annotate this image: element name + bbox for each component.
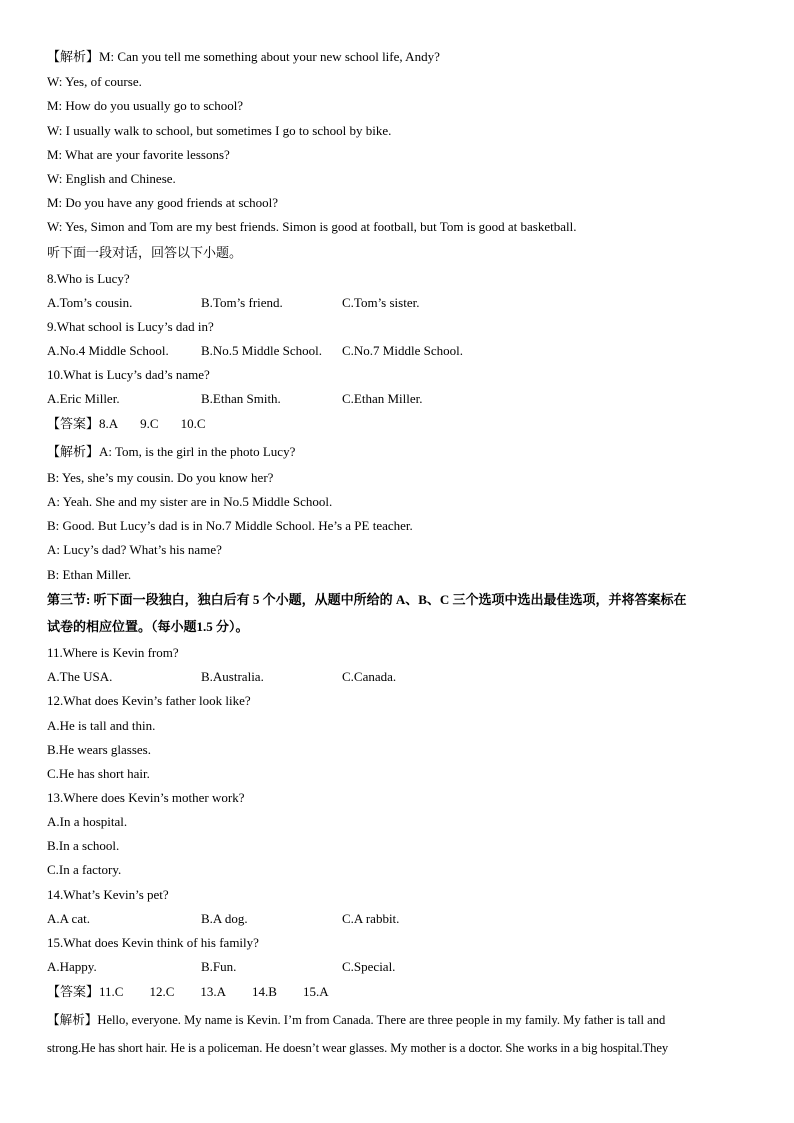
option-c: C.He has short hair. <box>47 766 150 781</box>
analysis-line: 【解析】M: Can you tell me something about your new school life, Andy? <box>47 49 440 64</box>
option-a: A.A cat. <box>47 911 90 926</box>
option-c: C.Special. <box>342 959 396 974</box>
dialogue-line: A: Lucy’s dad? What’s his name? <box>47 542 222 557</box>
option-a: A.No.4 Middle School. <box>47 343 169 358</box>
dialogue-line: A: Yeah. She and my sister are in No.5 Middle School. <box>47 494 333 509</box>
dialogue-line: M: What are your favorite lessons? <box>47 147 230 162</box>
answer-label: 【答案】 <box>47 416 100 431</box>
option-a: A.Tom’s cousin. <box>47 295 133 310</box>
answer-line <box>47 982 329 1002</box>
option-b: B.Fun. <box>201 959 237 974</box>
option-c: C.Tom’s sister. <box>342 295 420 310</box>
question-12: 12.What does Kevin’s father look like? <box>47 693 251 708</box>
question-15: 15.What does Kevin think of his family? <box>47 935 259 950</box>
question-10: 10.What is Lucy’s dad’s name? <box>47 367 210 382</box>
section-instruction: 听下面一段对话，回答以下小题。 <box>47 245 243 260</box>
section-heading: 第三节: 听下面一段独白，独白后有 5 个小题，从题中所给的 A、B、C 三个选项中选出最佳选项，并将答案标在 <box>47 592 687 607</box>
question-8: 8.Who is Lucy? <box>47 271 130 286</box>
option-c: C.In a factory. <box>47 862 122 877</box>
question-13: 13.Where does Kevin’s mother work? <box>47 790 245 805</box>
option-a: A.In a hospital. <box>47 814 128 829</box>
option-b: B.Australia. <box>201 669 264 684</box>
section-heading: 试卷的相应位置。（每小题1.5 分）。 <box>47 619 249 634</box>
dialogue-line: B: Ethan Miller. <box>47 567 132 582</box>
answer-label: 【答案】 <box>47 984 100 999</box>
dialogue-line: W: I usually walk to school, but sometimes I go to school by bike. <box>47 123 392 138</box>
analysis-line: 【解析】Hello, everyone. My name is Kevin. I’m from Canada. There are three people in my family. My father is tall and <box>47 1013 666 1027</box>
analysis-line: strong.He has short hair. He is a policeman. He doesn’t wear glasses. My mother is a doctor. She works in a big hospital.They <box>47 1041 669 1055</box>
option-c: C.No.7 Middle School. <box>342 343 463 358</box>
dialogue-line: W: Yes, Simon and Tom are my best friends. Simon is good at football, but Tom is good at basketball. <box>47 219 577 234</box>
dialogue-line: W: English and Chinese. <box>47 171 176 186</box>
question-11: 11.Where is Kevin from? <box>47 645 179 660</box>
question-9: 9.What school is Lucy’s dad in? <box>47 319 214 334</box>
option-a: A.Happy. <box>47 959 97 974</box>
answer-item: 11.C <box>99 984 124 999</box>
answer-item: 10.C <box>180 416 206 431</box>
option-b: B.No.5 Middle School. <box>201 343 322 358</box>
option-c: C.Canada. <box>342 669 397 684</box>
dialogue-line: B: Yes, she’s my cousin. Do you know her? <box>47 470 274 485</box>
dialogue-line: B: Good. But Lucy’s dad is in No.7 Middle School. He’s a PE teacher. <box>47 518 413 533</box>
option-c: C.A rabbit. <box>342 911 400 926</box>
option-b: B.A dog. <box>201 911 248 926</box>
option-c: C.Ethan Miller. <box>342 391 423 406</box>
option-a: A.The USA. <box>47 669 113 684</box>
option-b: B.Ethan Smith. <box>201 391 281 406</box>
analysis-line: 【解析】A: Tom, is the girl in the photo Lucy? <box>47 444 296 459</box>
option-b: B.Tom’s friend. <box>201 295 283 310</box>
dialogue-line: M: Do you have any good friends at school? <box>47 195 279 210</box>
answer-item: 8.A <box>99 416 119 431</box>
question-14: 14.What’s Kevin’s pet? <box>47 887 169 902</box>
answer-item: 15.A <box>302 984 329 999</box>
option-b: B.In a school. <box>47 838 120 853</box>
answer-item: 13.A <box>200 984 227 999</box>
option-a: A.Eric Miller. <box>47 391 120 406</box>
answer-item: 12.C <box>149 984 175 999</box>
dialogue-line: M: How do you usually go to school? <box>47 98 244 113</box>
dialogue-line: W: Yes, of course. <box>47 74 142 89</box>
answer-item: 9.C <box>140 416 159 431</box>
answer-item: 14.B <box>252 984 277 999</box>
option-a: A.He is tall and thin. <box>47 718 156 733</box>
option-b: B.He wears glasses. <box>47 742 151 757</box>
answer-line <box>47 414 206 434</box>
